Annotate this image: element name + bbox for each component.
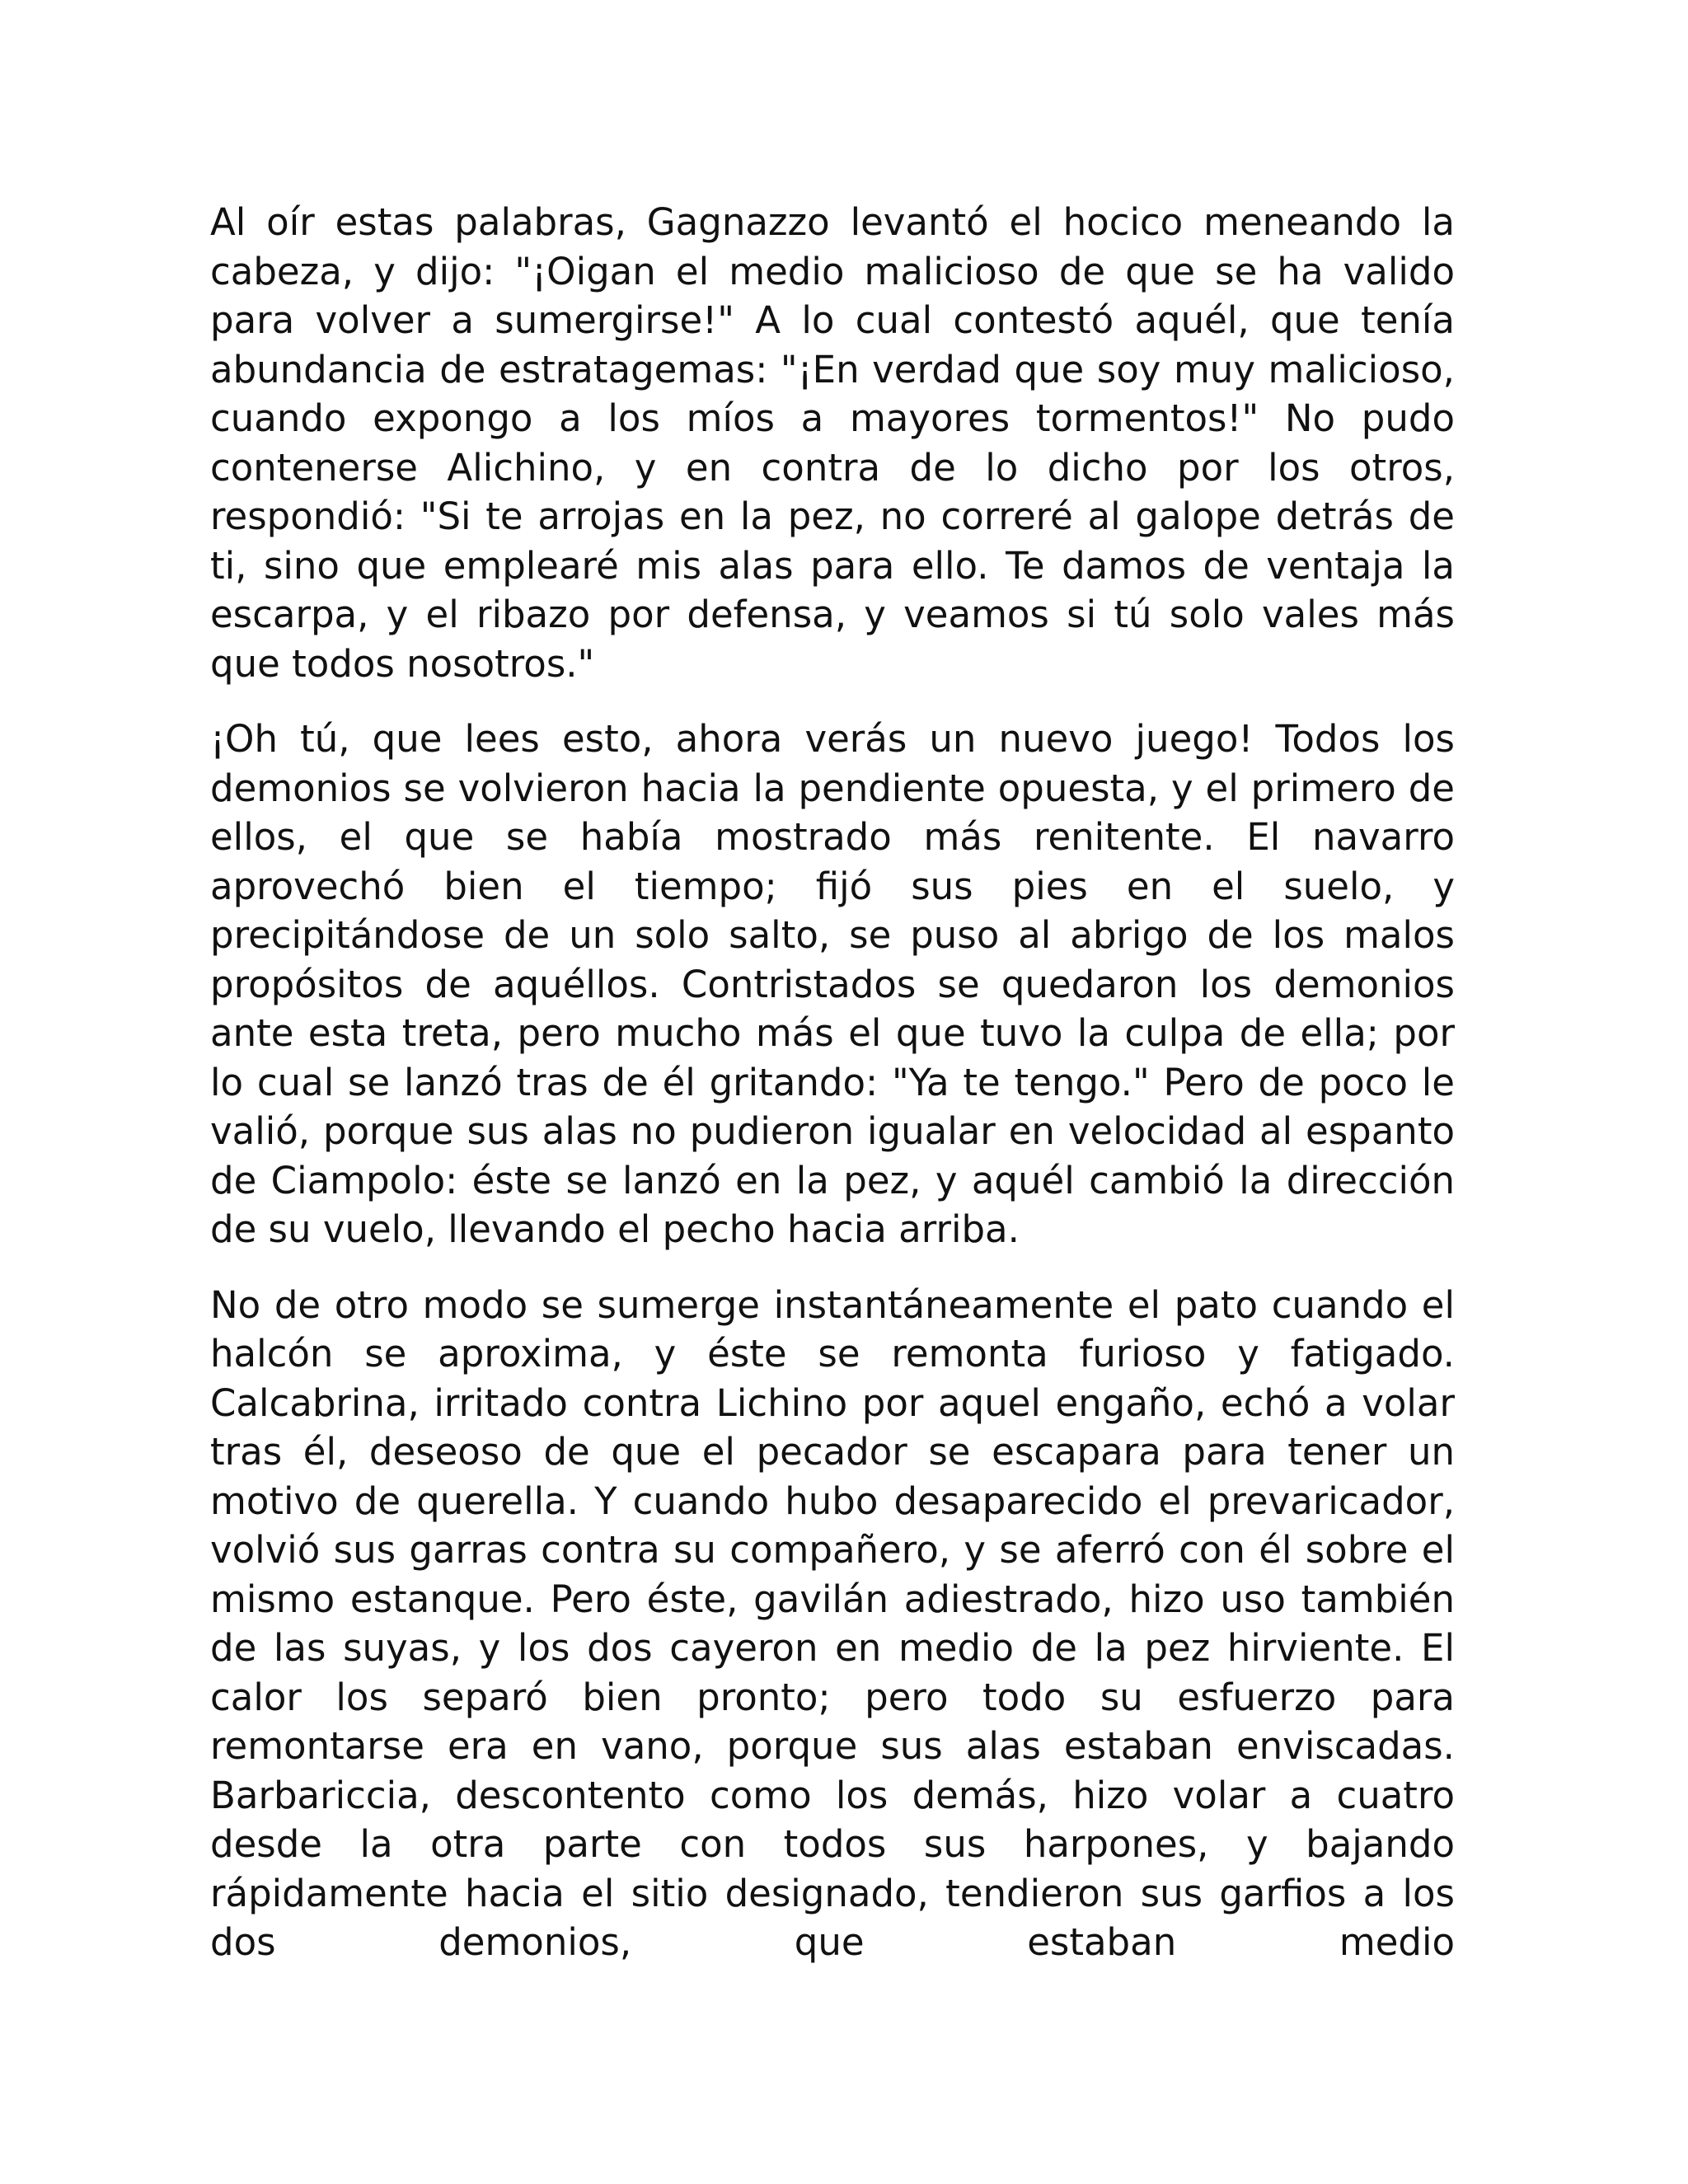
paragraph-3: No de otro modo se sumerge instantáneamente el pato cuando el halcón se aproxima, y éste se remonta furioso y fatigado. Calcabrina, irritado contra Lichino por aquel engaño, echó a volar tras él, deseoso de que el pecador se escapara para tener un motivo de querella. Y cuando hubo desaparecido el prevaricador, volvió sus garras contra su compañero, y se aferró con él sobre el mismo estanque. Pero éste, gavilán adiestrado, hizo uso también de las suyas, y los dos cayeron en medio de la pez hirviente. El calor los separó bien pronto; pero todo su esfuerzo para remontarse era en vano, porque sus alas estaban enviscadas. Barbariccia, descontento como los demás, hizo volar a cuatro desde la otra parte con todos sus harpones, y bajando rápidamente hacia el sitio designado, tendieron sus garfios a los dos demonios, que estaban medio bbox=[210, 1282, 1455, 1964]
document-page bbox=[210, 198, 1455, 1967]
paragraph-1: Al oír estas palabras, Gagnazzo levantó el hocico meneando la cabeza, y dijo: "¡Oigan el medio malicioso de que se ha valido para volver a sumergirse!" A lo cual contestó aquél, que tenía abundancia de estratagemas: "¡En verdad que soy muy malicioso, cuando expongo a los míos a mayores tormentos!" No pudo contenerse Alichino, y en contra de lo dicho por los otros, respondió: "Si te arrojas en la pez, no correré al galope detrás de ti, sino que emplearé mis alas para ello. Te damos de ventaja la escarpa, y el ribazo por defensa, y veamos si tú solo vales más que todos nosotros." bbox=[210, 200, 1455, 686]
paragraph-2: ¡Oh tú, que lees esto, ahora verás un nuevo juego! Todos los demonios se volvieron hacia la pendiente opuesta, y el primero de ellos, el que se había mostrado más renitente. El navarro aprovechó bien el tiempo; fijó sus pies en el suelo, y precipitándose de un solo salto, se puso al abrigo de los malos propósitos de aquéllos. Contristados se quedaron los demonios ante esta treta, pero mucho más el que tuvo la culpa de ella; por lo cual se lanzó tras de él gritando: "Ya te tengo." Pero de poco le valió, porque sus alas no pudieron igualar en velocidad al espanto de Ciampolo: éste se lanzó en la pez, y aquél cambió la dirección de su vuelo, llevando el pecho hacia arriba. bbox=[210, 717, 1455, 1251]
